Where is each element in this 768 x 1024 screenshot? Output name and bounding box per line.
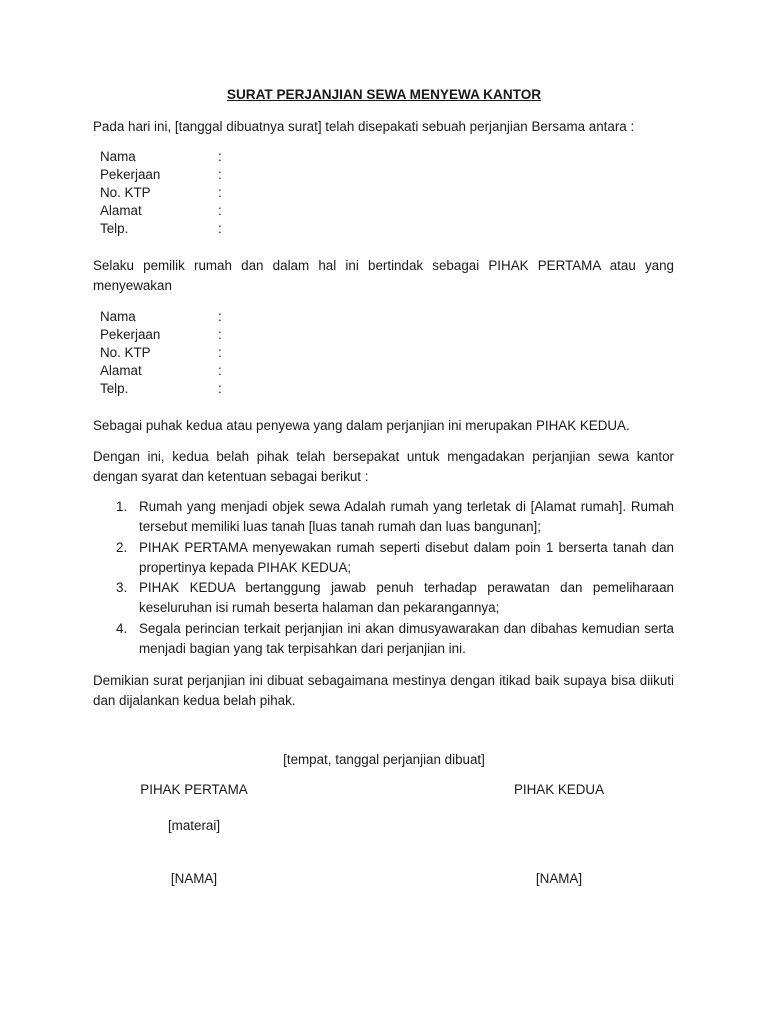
closing-paragraph: Demikian surat perjanjian ini dibuat sebagaimana mestinya dengan itikad baik supaya bisa diikuti dan dijalankan kedua belah pihak. — [93, 673, 674, 708]
identity-row — [100, 344, 400, 362]
clause-list — [93, 497, 674, 659]
second-party-name: [NAMA] — [535, 871, 583, 886]
clause-text: Rumah yang menjadi objek sewa Adalah rumah yang terletak di [Alamat rumah]. Rumah tersebut memiliki luas tanah [luas tanah rumah dan luas bangunan]; — [139, 499, 674, 534]
identity-row — [100, 308, 400, 326]
identity-row — [100, 380, 400, 398]
field-colon: : — [218, 327, 222, 342]
field-label: Alamat — [100, 363, 142, 378]
field-colon: : — [218, 167, 222, 182]
clause-text: Segala perincian terkait perjanjian ini akan dimusyawarakan dan dibahas kemudian serta menjadi bagian yang tak terpisahkan dari perjanjian ini. — [139, 620, 674, 656]
first-party-paragraph: Selaku pemilik rumah dan dalam hal ini bertindak sebagai PIHAK PERTAMA atau yang menyewakan — [93, 258, 674, 293]
clause-text: PIHAK PERTAMA menyewakan rumah seperti disebut dalam poin 1 berserta tanah dan propertinya kepada PIHAK KEDUA; — [139, 539, 674, 575]
field-colon: : — [218, 149, 222, 164]
agreement-intro-paragraph: Dengan ini, kedua belah pihak telah bersepakat untuk mengadakan perjanjian sewa kantor dengan syarat dan ketentuan sebagai berikut : — [93, 449, 674, 484]
field-colon: : — [218, 309, 222, 324]
document-title: SURAT PERJANJIAN SEWA MENYEWA KANTOR — [226, 87, 542, 102]
field-label: No. KTP — [100, 185, 151, 200]
identity-row — [100, 202, 400, 220]
clause-number: 3. — [116, 580, 128, 595]
field-colon: : — [218, 363, 222, 378]
clause-text: PIHAK KEDUA bertanggung jawab penuh terhadap perawatan dan pemeliharaan keseluruhan isi rumah beserta halaman dan pekarangannya; — [139, 580, 674, 615]
clause-number: 4. — [116, 620, 128, 636]
place-date-line: [tempat, tanggal perjanjian dibuat] — [283, 752, 485, 767]
identity-row — [100, 362, 400, 380]
identity-row — [100, 326, 400, 344]
field-colon: : — [218, 203, 222, 218]
field-label: Pekerjaan — [100, 167, 161, 182]
first-party-identity-table — [100, 148, 400, 238]
field-label: Nama — [100, 149, 136, 164]
field-label: No. KTP — [100, 345, 151, 360]
field-colon: : — [218, 185, 222, 200]
field-colon: : — [218, 221, 222, 236]
field-colon: : — [218, 381, 222, 396]
field-label: Nama — [100, 309, 136, 324]
field-colon: : — [218, 345, 222, 360]
second-party-paragraph: Sebagai puhak kedua atau penyewa yang dalam perjanjian ini merupakan PIHAK KEDUA. — [93, 418, 630, 433]
second-party-signature-label: PIHAK KEDUA — [513, 782, 605, 797]
list-item — [93, 538, 674, 578]
list-item — [93, 578, 674, 618]
field-label: Telp. — [100, 381, 129, 396]
clause-number: 1. — [116, 499, 128, 514]
identity-row — [100, 184, 400, 202]
field-label: Alamat — [100, 203, 142, 218]
identity-row — [100, 220, 400, 238]
field-label: Pekerjaan — [100, 327, 161, 342]
list-item — [93, 497, 674, 537]
intro-paragraph: Pada hari ini, [tanggal dibuatnya surat] telah disepakati sebuah perjanjian Bersama antara : — [93, 119, 635, 134]
first-party-signature-label: PIHAK PERTAMA — [140, 782, 248, 797]
field-label: Telp. — [100, 221, 129, 236]
identity-row — [100, 148, 400, 166]
first-party-name: [NAMA] — [170, 871, 218, 886]
list-item — [93, 619, 674, 659]
identity-row — [100, 166, 400, 184]
stamp-placeholder: [materai] — [167, 818, 221, 833]
second-party-identity-table — [100, 308, 400, 398]
clause-number: 2. — [116, 539, 128, 555]
